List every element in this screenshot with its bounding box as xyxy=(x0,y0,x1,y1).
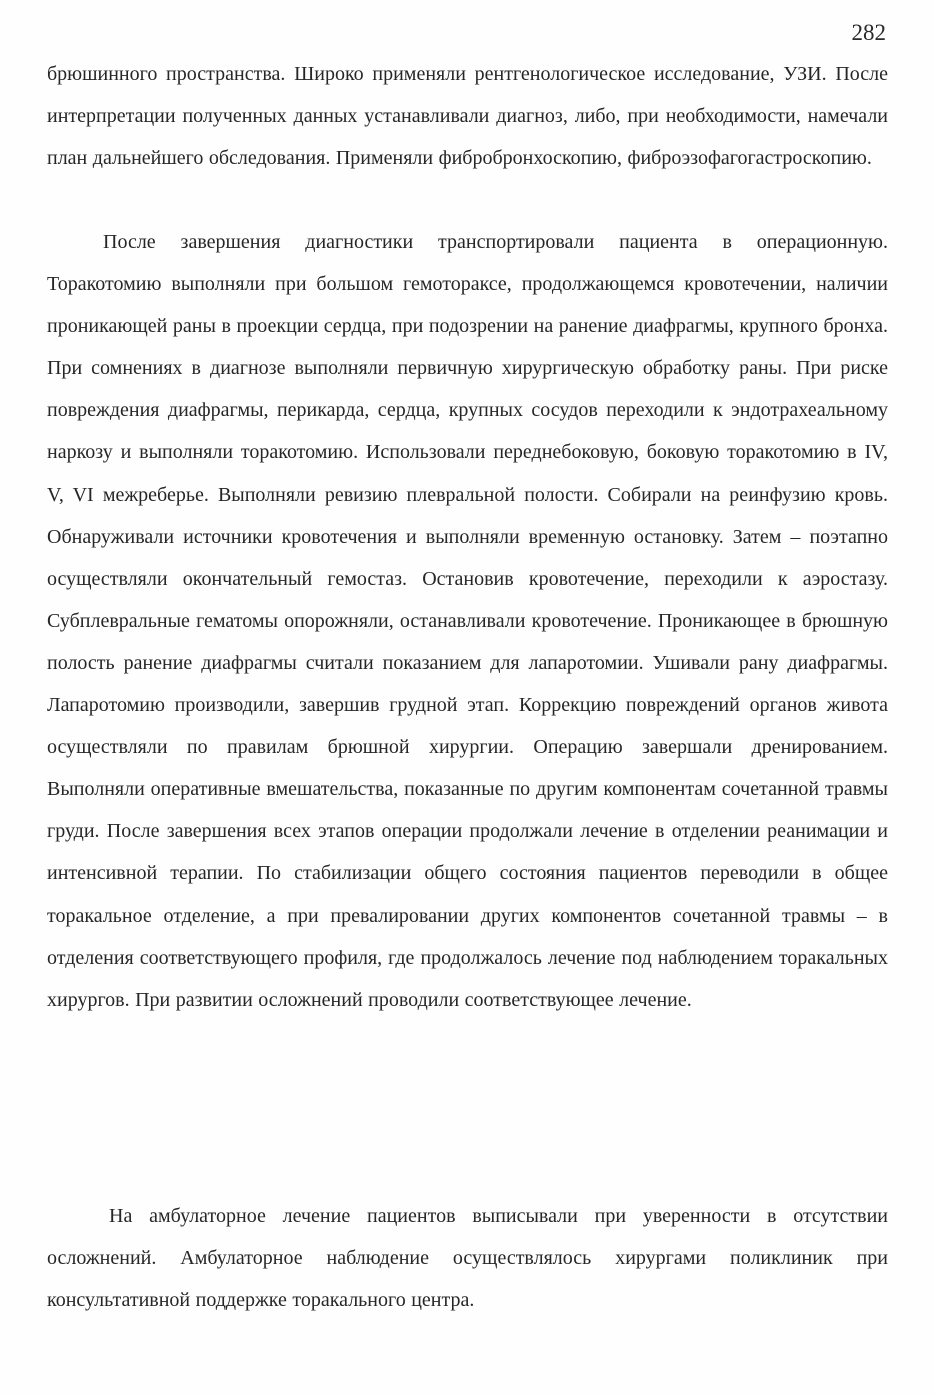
page-number: 282 xyxy=(851,20,886,45)
paragraph-text: После завершения диагностики транспортировали пациента в операционную. Торакотомию выполняли при большом гемотораксе, продолжающемся кровотечении, наличии проникающей раны в проекции сердца, при подозрении на ранение диафрагмы, крупного бронха. При сомнениях в диагнозе выполняли первичную хирургическую обработку раны. При риске повреждения диафрагмы, перикарда, сердца, крупных сосудов переходили к эндотрахеальному наркозу и выполняли торакотомию. Использовали переднебоковую, боковую торакотомию в IV, V, VI межреберье. Выполняли ревизию плевральной полости. Собирали на реинфузию кровь. Обнаруживали источники кровотечения и выполняли временную остановку. Затем – поэтапно осуществляли окончательный гемостаз. Остановив кровотечение, переходили к аэростазу. Субплевральные гематомы опорожняли, останавливали кровотечение. Проникающее в брюшную полость ранение диафрагмы считали показанием для лапаротомии. Ушивали рану диафрагмы. Лапаротомию производили, завершив грудной этап. Коррекцию повреждений органов живота осуществляли по правилам брюшной хирургии. Операцию завершали дренированием. Выполняли оперативные вмешательства, показанные по другим компонентам сочетанной травмы груди. После завершения всех этапов операции продолжали лечение в отделении реанимации и интенсивной терапии. По стабилизации общего состояния пациентов переводили в общее торакальное отделение, а при превалировании других компонентов сочетанной травмы – в отделения соответствующего профиля, где продолжалось лечение под наблюдением торакальных хирургов. При развитии осложнений проводили соответствующее лечение. xyxy=(47,231,888,1011)
paragraph-outpatient xyxy=(47,1195,888,1321)
paragraph-text: брюшинного пространства. Широко применяли рентгенологическое исследование, УЗИ. После интерпретации полученных данных устанавливали диагноз, либо, при необходимости, намечали план дальнейшего обследования. Применяли фибробронхоскопию, фиброэзофагогастроскопию. xyxy=(47,63,888,170)
paragraph-surgery xyxy=(47,221,888,1021)
paragraph-continuation xyxy=(47,53,888,179)
paragraph-text: На амбулаторное лечение пациентов выписывали при уверенности в отсутствии осложнений. Амбулаторное наблюдение осуществлялось хирургами поликлиник при консультативной поддержке торакального центра. xyxy=(47,1205,888,1312)
